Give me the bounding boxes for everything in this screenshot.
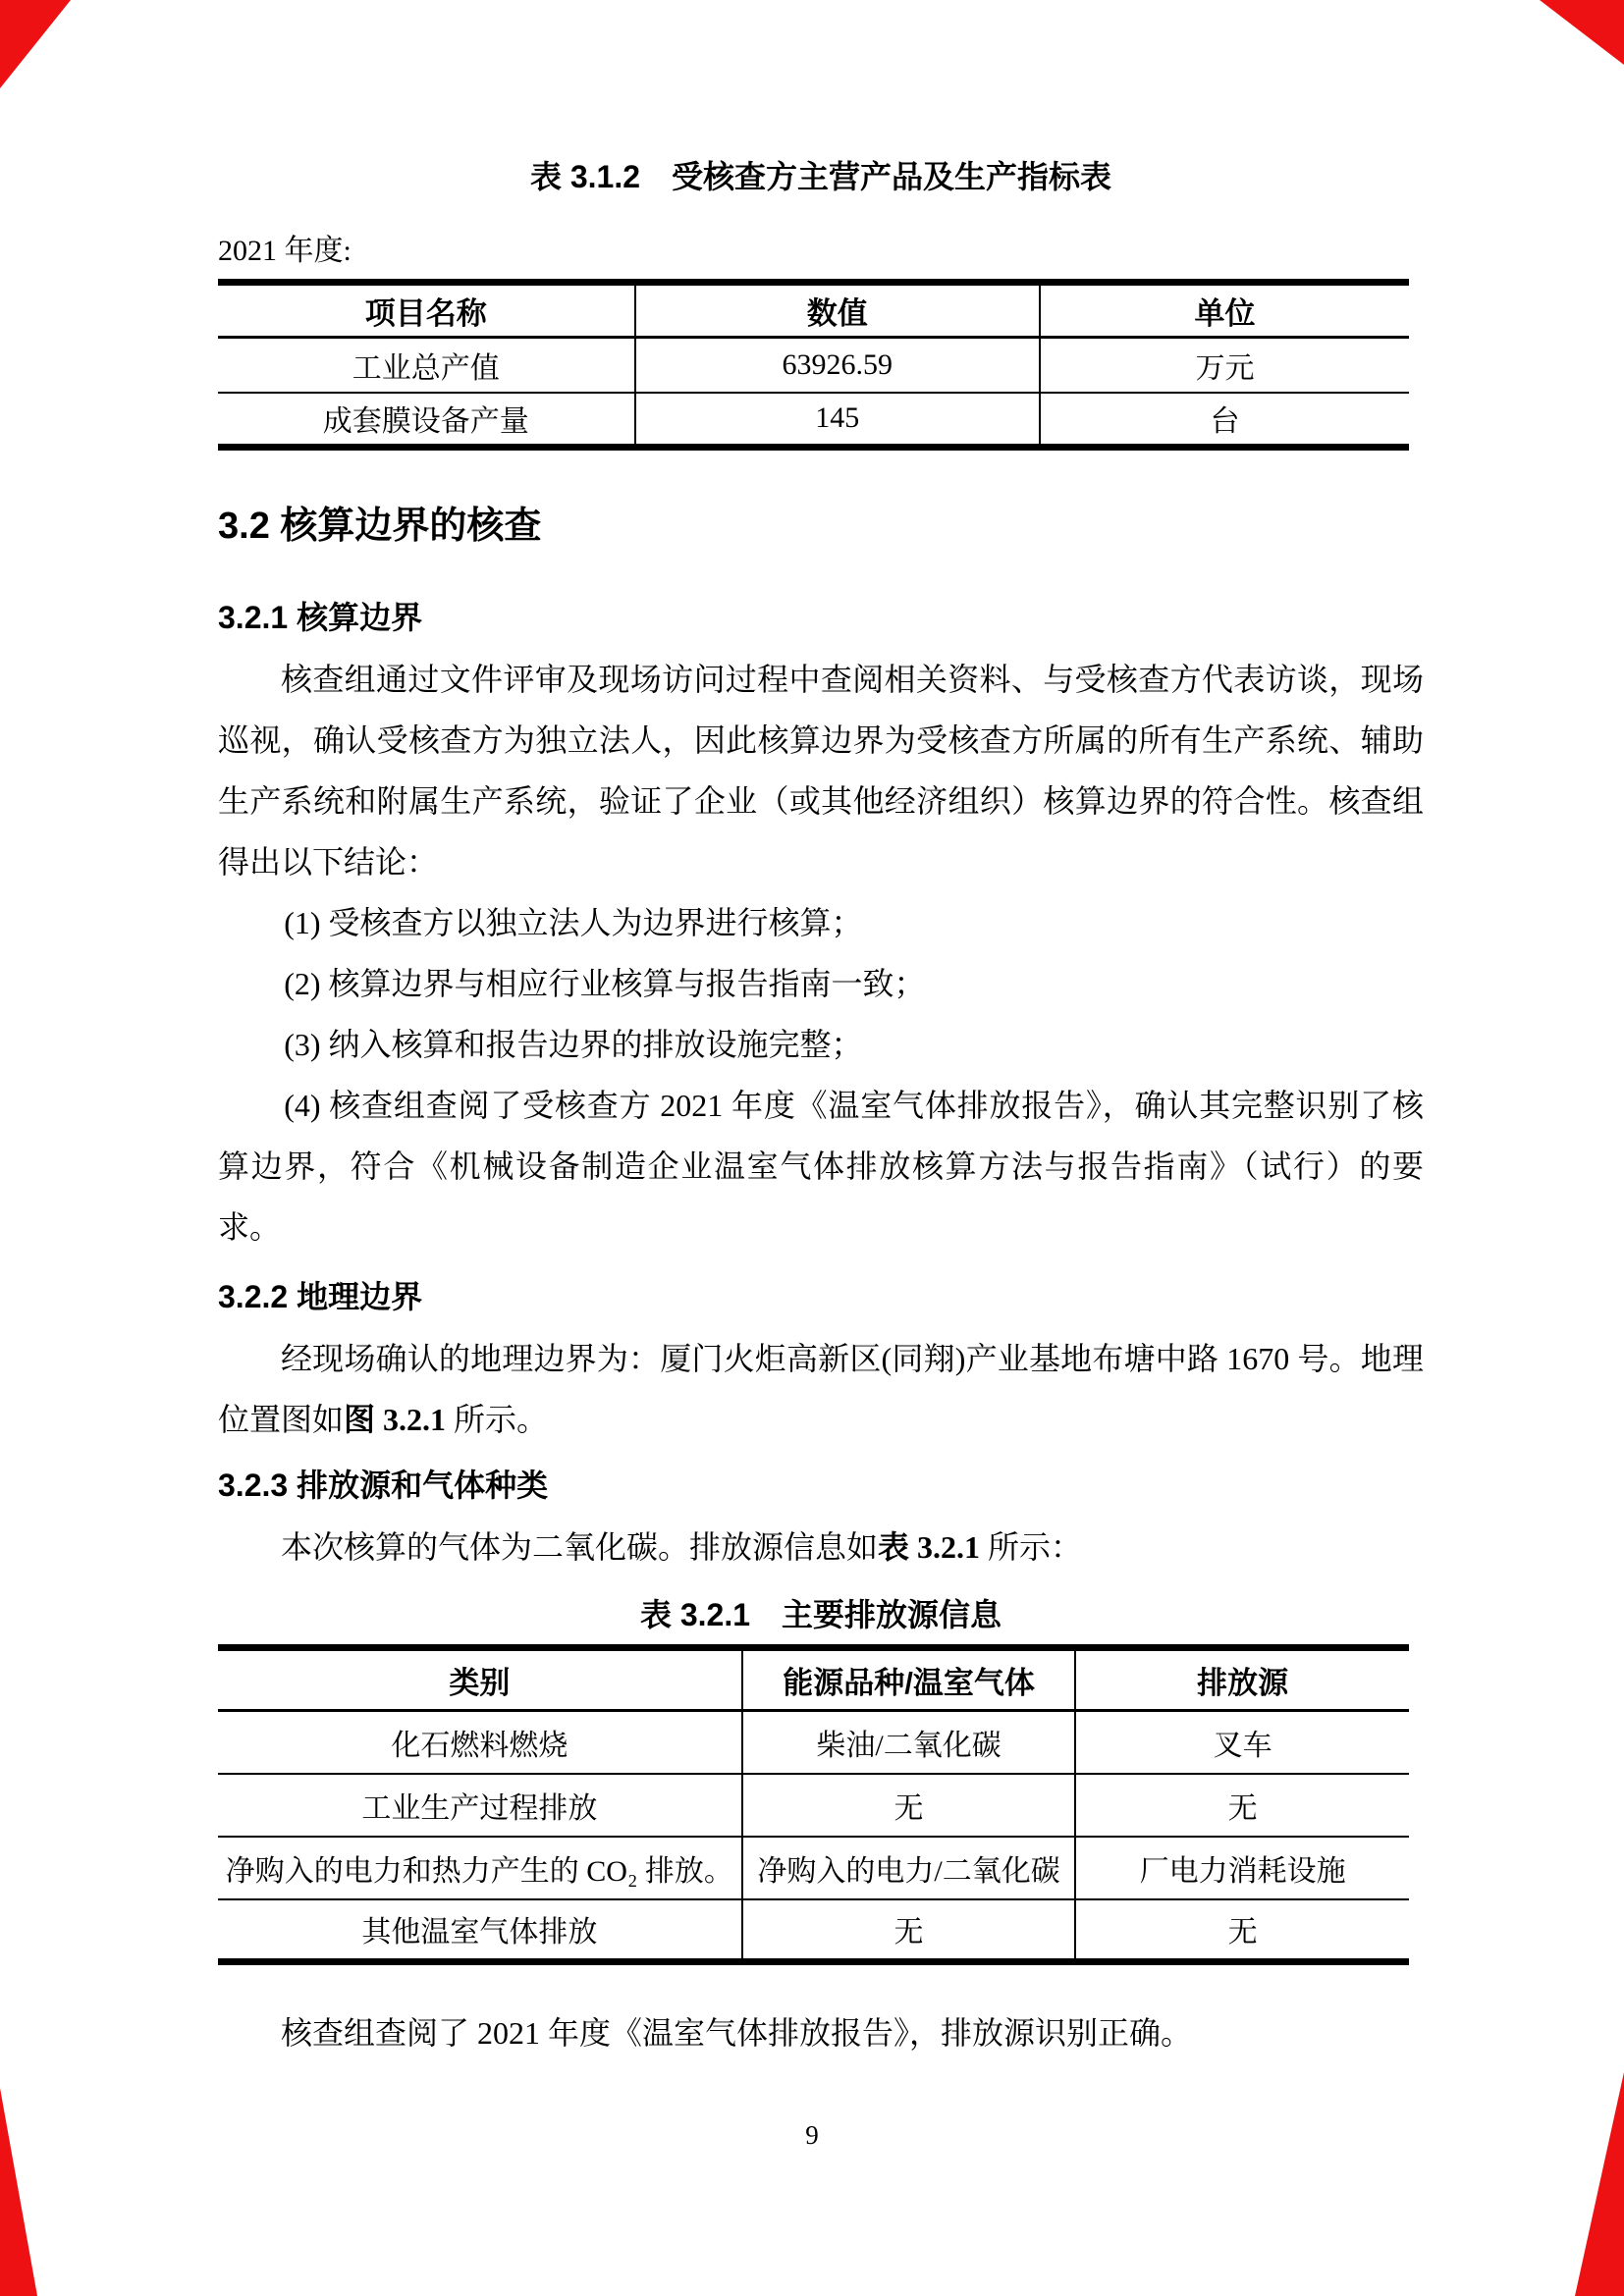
conclusion-item-2: (2) 核算边界与相应行业核算与报告指南一致； [284, 966, 926, 1001]
emission-sources-table [218, 1644, 1409, 1965]
section-3-2-2-heading: 3.2.2 地理边界 [218, 1279, 423, 1314]
products-indicators-table [218, 279, 1409, 451]
column-header-value: 数值 [635, 283, 1040, 338]
table-3-2-1-title: 表 3.2.1 主要排放源信息 [639, 1597, 1002, 1632]
scan-edge-bottom-left [0, 2088, 37, 2296]
year-label: 2021 年度: [218, 235, 352, 267]
geo-boundary-text: 经现场确认的地理边界为：厦门火炬高新区(同翔)产业基地布塘中路 1670 号。地理位置图如 [218, 1341, 1424, 1437]
cell-energy-gas: 柴油/二氧化碳 [742, 1711, 1076, 1774]
emission-source-text: 本次核算的气体为二氧化碳。排放源信息如 [281, 1529, 879, 1565]
conclusion-item-4: (4) 核查组查阅了受核查方 2021 年度《温室气体排放报告》，确认其完整识别了核算边界，符合《机械设备制造企业温室气体排放核算方法与报告指南》（试行）的要求。 [218, 1088, 1424, 1245]
scan-edge-top-left [0, 0, 71, 88]
cell-category: 化石燃料燃烧 [218, 1711, 742, 1774]
table-row [218, 393, 1409, 448]
cell-emission-source: 叉车 [1075, 1711, 1409, 1774]
cell-value: 63926.59 [635, 338, 1040, 393]
cell-unit: 台 [1040, 393, 1409, 448]
table-3-2-1-reference: 表 3.2.1 [878, 1529, 981, 1565]
cell-unit: 万元 [1040, 338, 1409, 393]
column-header-item-name: 项目名称 [218, 283, 635, 338]
table-header-row [218, 1648, 1409, 1711]
cell-emission-source: 厂电力消耗设施 [1075, 1837, 1409, 1899]
section-3-2-3-paragraph [218, 1517, 1424, 1577]
table-row [218, 1711, 1409, 1774]
section-3-2-1-paragraph: 核查组通过文件评审及现场访问过程中查阅相关资料、与受核查方代表访谈，现场巡视，确认受核查方为独立法人，因此核算边界为受核查方所属的所有生产系统、辅助生产系统和附属生产系统，验证了企业（或其他经济组织）核算边界的符合性。核查组得出以下结论： [218, 662, 1424, 880]
section-3-2-2-paragraph [218, 1328, 1424, 1450]
table-3-1-2-title: 表 3.1.2 受核查方主营产品及生产指标表 [529, 159, 1112, 194]
table-row [218, 1774, 1409, 1837]
column-header-unit: 单位 [1040, 283, 1409, 338]
cell-energy-gas: 净购入的电力/二氧化碳 [742, 1837, 1076, 1899]
cell-emission-source: 无 [1075, 1899, 1409, 1962]
cell-category: 工业生产过程排放 [218, 1774, 742, 1837]
emission-source-text-end: 所示： [980, 1529, 1083, 1565]
cell-energy-gas: 无 [742, 1774, 1076, 1837]
table-row [218, 1837, 1409, 1899]
cell-energy-gas: 无 [742, 1899, 1076, 1962]
cell-item-name: 成套膜设备产量 [322, 405, 529, 439]
section-3-2-3-heading: 3.2.3 排放源和气体种类 [218, 1468, 549, 1503]
closing-paragraph: 核查组查阅了 2021 年度《温室气体排放报告》，排放源识别正确。 [281, 2015, 1193, 2051]
cell-emission-source: 无 [1075, 1774, 1409, 1837]
cell-item-name: 工业总产值 [218, 338, 635, 393]
column-header-category: 类别 [218, 1648, 742, 1711]
table-header-row [218, 283, 1409, 338]
cell-category: 其他温室气体排放 [361, 1916, 598, 1949]
column-header-emission-source: 排放源 [1075, 1648, 1409, 1711]
section-3-2-heading: 3.2 核算边界的核查 [218, 506, 542, 547]
document-page [218, 0, 1424, 2063]
table-row [218, 1899, 1409, 1962]
figure-3-2-1-reference: 图 3.2.1 [344, 1402, 447, 1437]
table-row [218, 338, 1409, 393]
section-3-2-1-heading: 3.2.1 核算边界 [218, 600, 423, 635]
conclusion-item-1: (1) 受核查方以独立法人为边界进行核算； [284, 905, 863, 940]
cell-value: 145 [635, 393, 1040, 448]
scan-edge-bottom-right [1575, 2072, 1624, 2296]
column-header-energy-gas: 能源品种/温室气体 [742, 1648, 1076, 1711]
cell-category: 净购入的电力和热力产生的 CO₂ 排放。 [218, 1837, 742, 1899]
geo-boundary-text-end: 所示。 [446, 1402, 549, 1437]
scan-edge-top-right [1540, 0, 1624, 65]
page-number: 9 [805, 2120, 819, 2150]
conclusion-item-3: (3) 纳入核算和报告边界的排放设施完整； [284, 1027, 863, 1062]
